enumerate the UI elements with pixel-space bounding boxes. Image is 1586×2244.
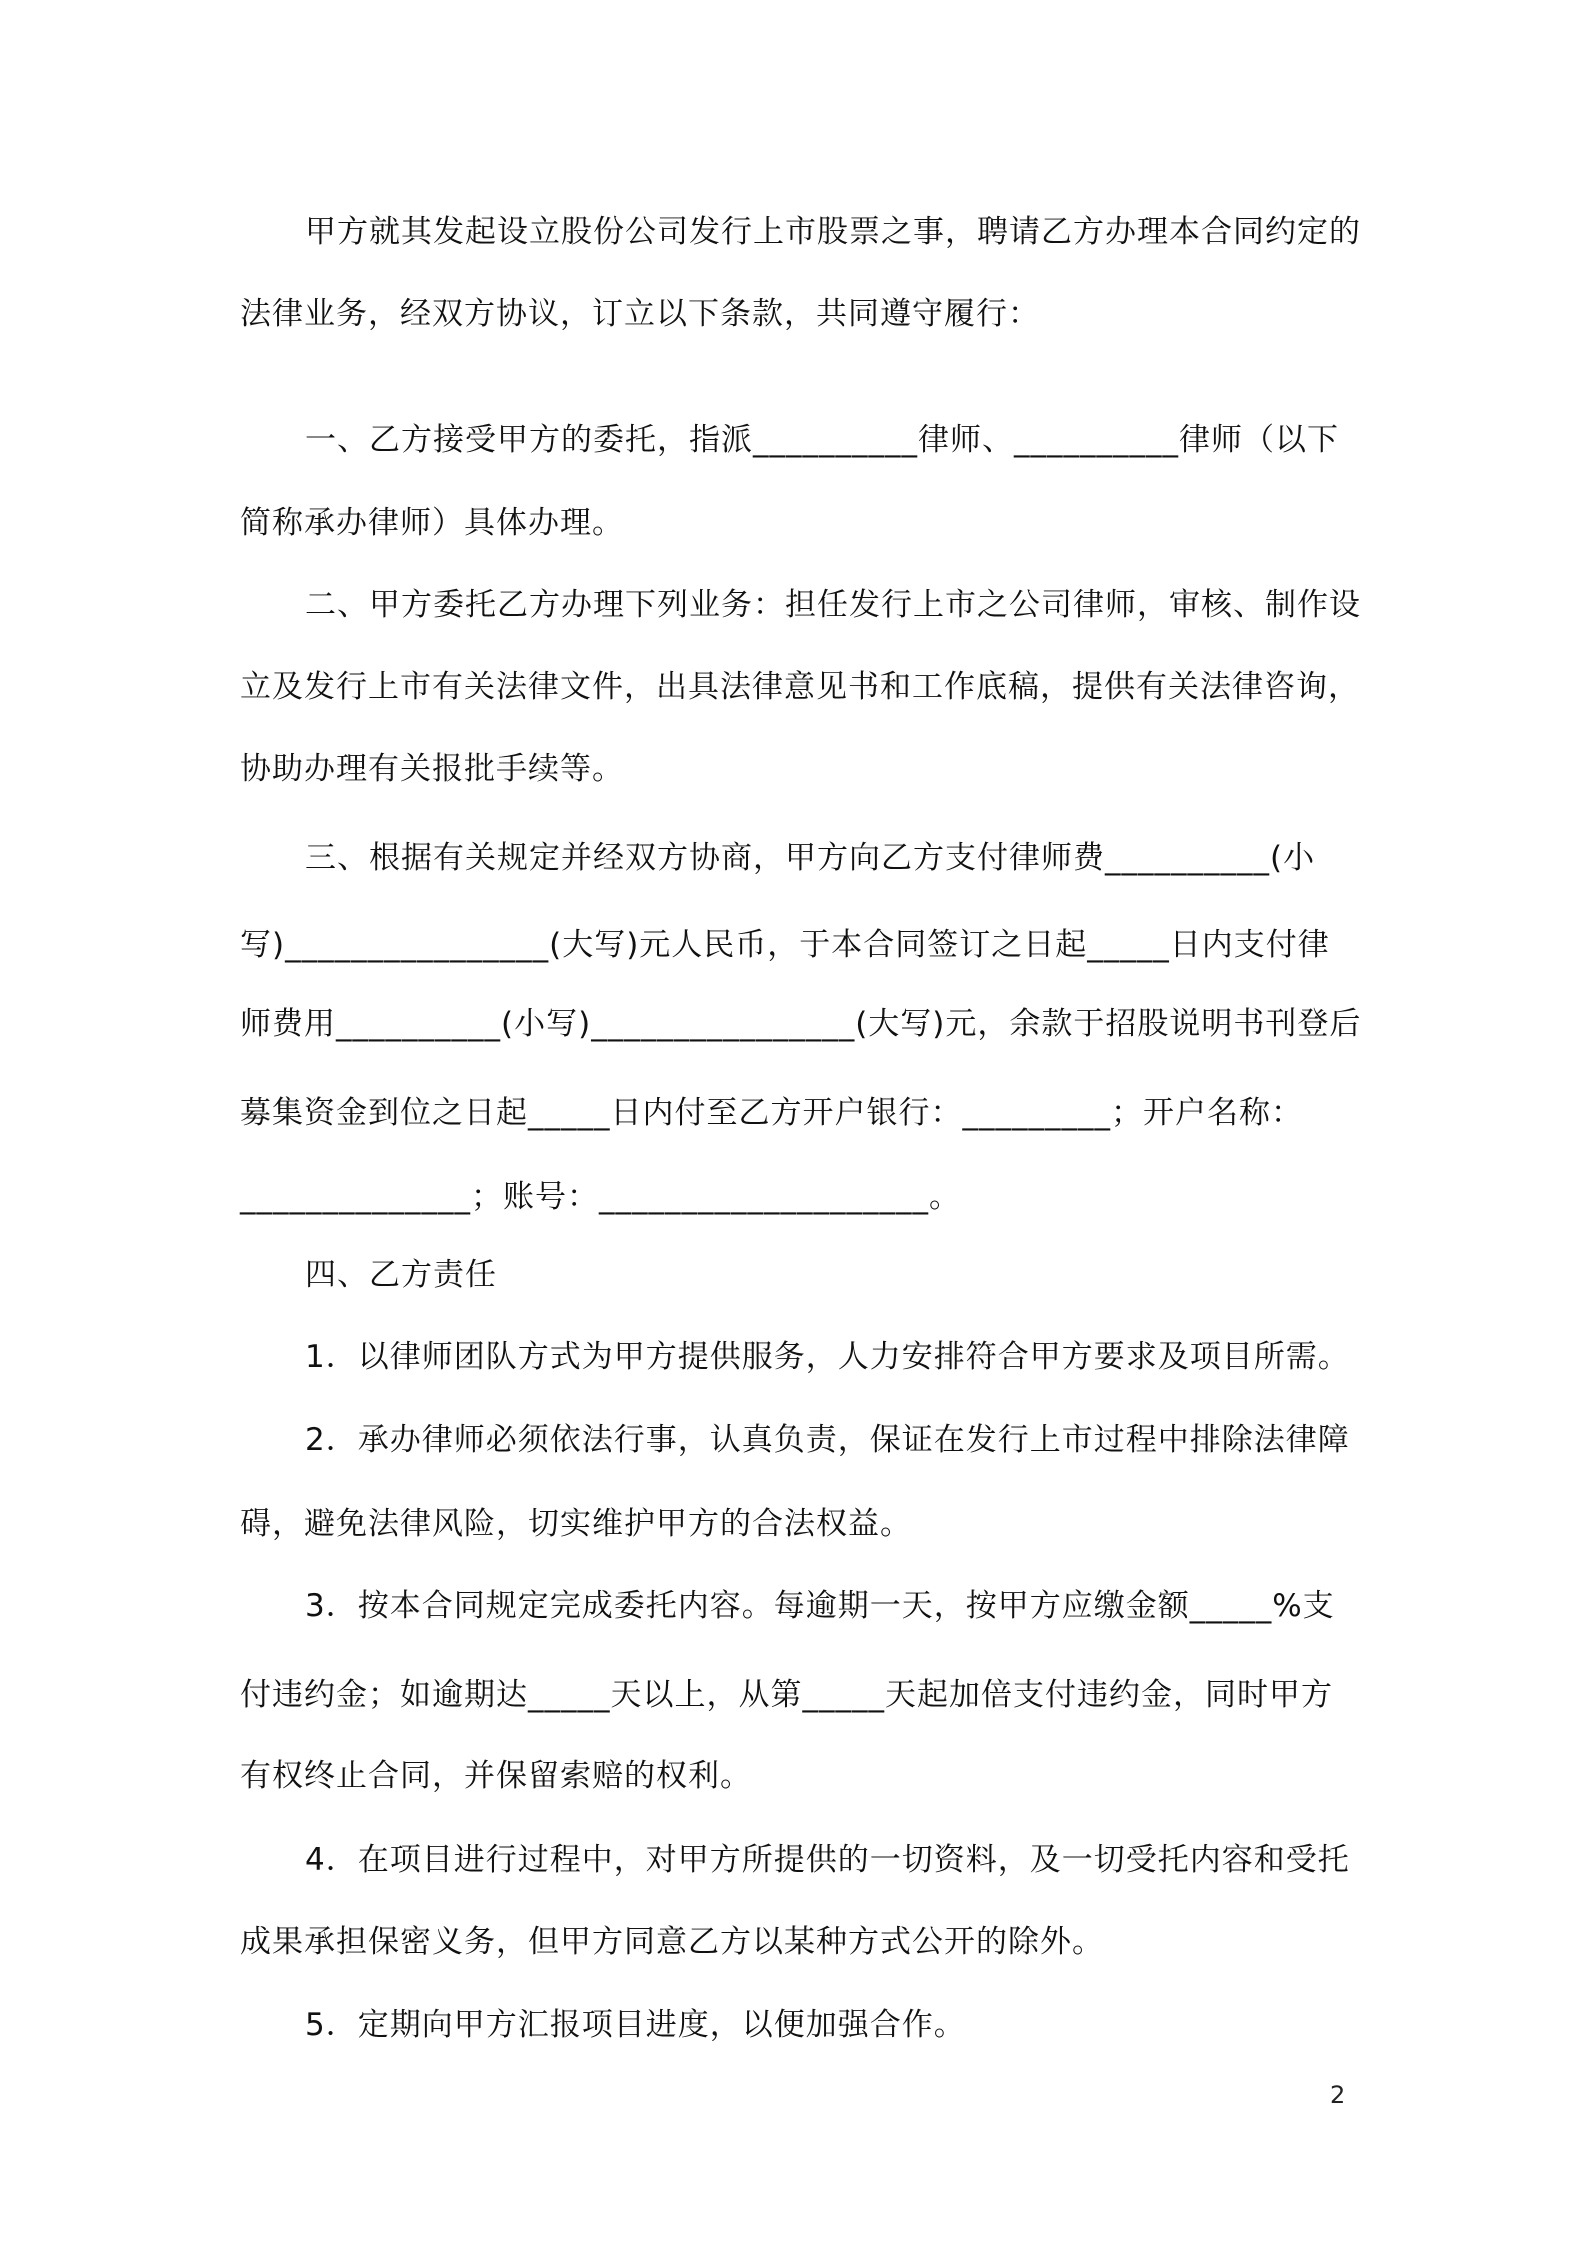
section-heading: 四、乙方责任 xyxy=(305,1257,497,1293)
paragraph-line: 甲方就其发起设立股份公司发行上市股票之事，聘请乙方办理本合同约定的 xyxy=(305,214,1361,250)
paragraph-line: 协助办理有关报批手续等。 xyxy=(240,751,624,787)
paragraph-line: 简称承办律师）具体办理。 xyxy=(240,505,624,541)
page-number: 2 xyxy=(1330,2081,1346,2109)
paragraph-line: 4．在项目进行过程中，对甲方所提供的一切资料，及一切受托内容和受托 xyxy=(305,1842,1350,1878)
paragraph-line: 付违约金；如逾期达_____天以上，从第_____天起加倍支付违约金，同时甲方 xyxy=(240,1677,1333,1713)
paragraph-line: 三、根据有关规定并经双方协商，甲方向乙方支付律师费__________(小 xyxy=(305,840,1316,876)
paragraph-line: 1．以律师团队方式为甲方提供服务，人力安排符合甲方要求及项目所需。 xyxy=(305,1339,1350,1375)
paragraph-line: 募集资金到位之日起_____日内付至乙方开户银行：_________；开户名称： xyxy=(240,1095,1303,1131)
paragraph-line: 立及发行上市有关法律文件，出具法律意见书和工作底稿，提供有关法律咨询， xyxy=(240,669,1360,705)
paragraph-line: 成果承担保密义务，但甲方同意乙方以某种方式公开的除外。 xyxy=(240,1924,1104,1960)
paragraph-line: ______________；账号：____________________。 xyxy=(240,1179,961,1215)
paragraph-line: 法律业务，经双方协议，订立以下条款，共同遵守履行： xyxy=(240,296,1040,332)
paragraph-line: 5．定期向甲方汇报项目进度，以便加强合作。 xyxy=(305,2007,966,2043)
paragraph-line: 有权终止合同，并保留索赔的权利。 xyxy=(240,1758,752,1794)
paragraph-line: 写)________________(大写)元人民币，于本合同签订之日起_____日内支付律 xyxy=(240,927,1330,963)
paragraph-line: 碍，避免法律风险，切实维护甲方的合法权益。 xyxy=(240,1506,912,1542)
paragraph-line: 师费用__________(小写)________________(大写)元，余款于招股说明书刊登后 xyxy=(240,1006,1362,1042)
paragraph-line: 3．按本合同规定完成委托内容。每逾期一天，按甲方应缴金额_____%支 xyxy=(305,1588,1335,1624)
paragraph-line: 二、甲方委托乙方办理下列业务：担任发行上市之公司律师，审核、制作设 xyxy=(305,587,1361,623)
paragraph-line: 一、乙方接受甲方的委托，指派__________律师、__________律师（以下 xyxy=(305,422,1339,458)
paragraph-line: 2．承办律师必须依法行事，认真负责，保证在发行上市过程中排除法律障 xyxy=(305,1422,1350,1458)
